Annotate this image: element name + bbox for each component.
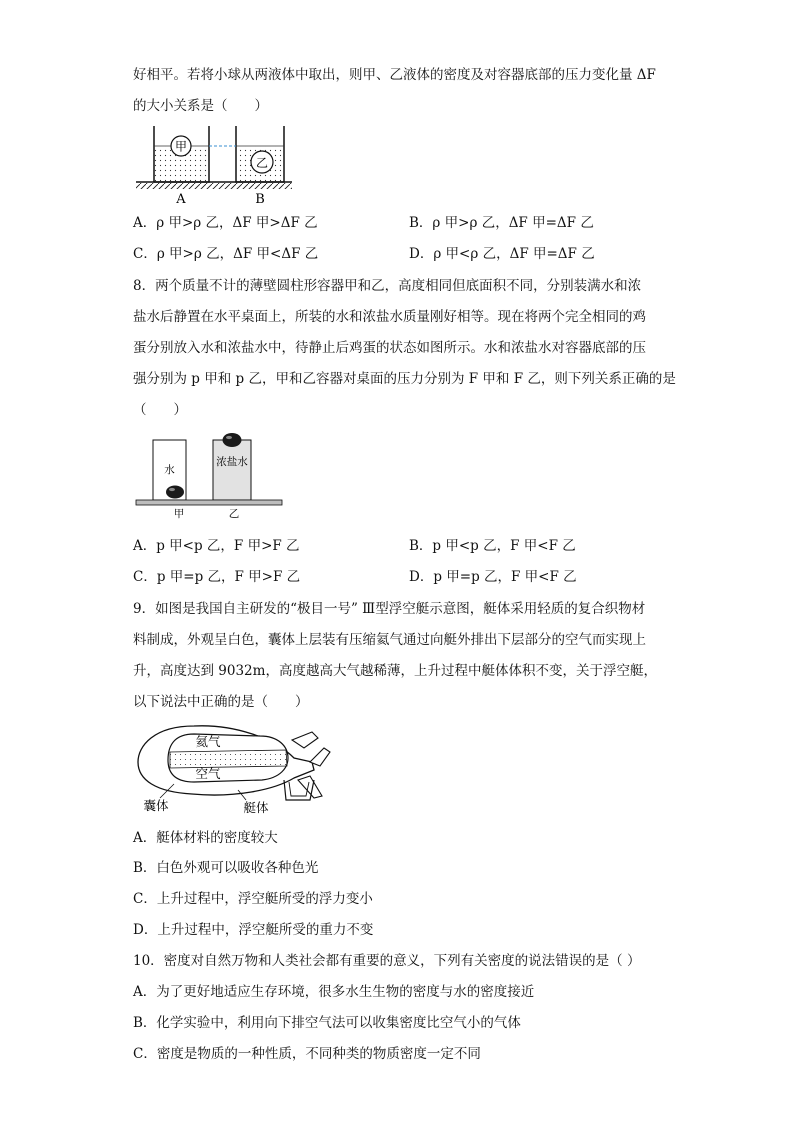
q7-option-a: A．ρ 甲>ρ 乙，ΔF 甲>ΔF 乙 [133,215,318,231]
q9-option-d: D．上升过程中，浮空艇所受的重力不变 [133,922,374,938]
q9-stem-line-2: 料制成，外观呈白色，囊体上层装有压缩氦气通过向艇外排出下层部分的空气而实现上 [133,632,646,648]
q9-option-b: B．白色外观可以吸收各种色光 [133,860,319,876]
label-A: A [176,192,186,206]
q7-option-b: B．ρ 甲>ρ 乙，ΔF 甲=ΔF 乙 [409,215,594,231]
q9-figure-airship [134,718,344,818]
q9-stem-line-1: 9．如图是我国自主研发的“极目一号” Ⅲ型浮空艇示意图，艇体采用轻质的复合织物材 [133,601,646,617]
label-helium: 氦气 [195,734,221,749]
label-jia: 甲 [174,139,188,154]
q7-option-c: C．ρ 甲>ρ 乙，ΔF 甲<ΔF 乙 [133,246,319,262]
label-jia-8: 甲 [173,508,185,520]
q10-option-a: A．为了更好地适应生存环境，很多水生生物的密度与水的密度接近 [133,984,535,1000]
egg-in-brine [223,433,242,447]
egg-in-water [166,486,184,499]
q9-stem-line-3: 升，高度达到 9032m，高度越高大气越稀薄，上升过程中艇体体积不变，关于浮空艇， [133,663,657,679]
q9-option-c: C．上升过程中，浮空艇所受的浮力变小 [133,891,373,907]
label-B: B [255,192,265,206]
q8-stem-line-3: 蛋分别放入水和浓盐水中，待静止后鸡蛋的状态如图所示。水和浓盐水对容器底部的压 [133,340,646,356]
q10-stem: 10．密度对自然万物和人类社会都有重要的意义，下列有关密度的说法错误的是（ ） [133,953,641,969]
q7-stem-line-1: 好相平。若将小球从两液体中取出，则甲、乙液体的密度及对容器底部的压力变化量 ΔF [133,67,656,83]
q8-figure-eggs [134,428,284,523]
q10-option-b: B．化学实验中，利用向下排空气法可以收集密度比空气小的气体 [133,1015,521,1031]
q7-option-d: D．ρ 甲<ρ 乙，ΔF 甲=ΔF 乙 [409,246,595,262]
label-brine: 浓盐水 [216,456,248,468]
q9-option-a: A．艇体材料的密度较大 [133,830,278,846]
label-bag: 囊体 [143,798,169,813]
q8-stem-line-5: （ ） [133,402,187,418]
label-water: 水 [164,464,175,476]
q8-option-a: A．p 甲<p 乙，F 甲>F 乙 [133,538,300,554]
q8-option-b: B．p 甲<p 乙，F 甲<F 乙 [409,538,576,554]
q9-stem-line-4: 以下说法中正确的是（ ） [133,694,309,710]
q7-stem-line-2: 的大小关系是（ ） [133,98,268,114]
q8-stem-line-1: 8．两个质量不计的薄壁圆柱形容器甲和乙，高度相同但底面积不同，分别装满水和浓 [133,278,642,294]
label-yi-8: 乙 [228,508,240,520]
q8-stem-line-4: 强分别为 p 甲和 p 乙，甲和乙容器对桌面的压力分别为 F 甲和 F 乙，则下列关系正确的是 [133,371,676,387]
q8-option-c: C．p 甲=p 乙，F 甲>F 乙 [133,569,301,585]
q10-option-c: C．密度是物质的一种性质，不同种类的物质密度一定不同 [133,1046,481,1062]
q7-figure-containers [134,124,294,206]
q8-stem-line-2: 盐水后静置在水平桌面上，所装的水和浓盐水质量刚好相等。现在将两个完全相同的鸡 [133,309,646,325]
q8-option-d: D．p 甲=p 乙，F 甲<F 乙 [409,569,577,585]
label-air: 空气 [195,766,221,781]
label-hull: 艇体 [243,800,269,815]
label-yi: 乙 [255,156,269,170]
